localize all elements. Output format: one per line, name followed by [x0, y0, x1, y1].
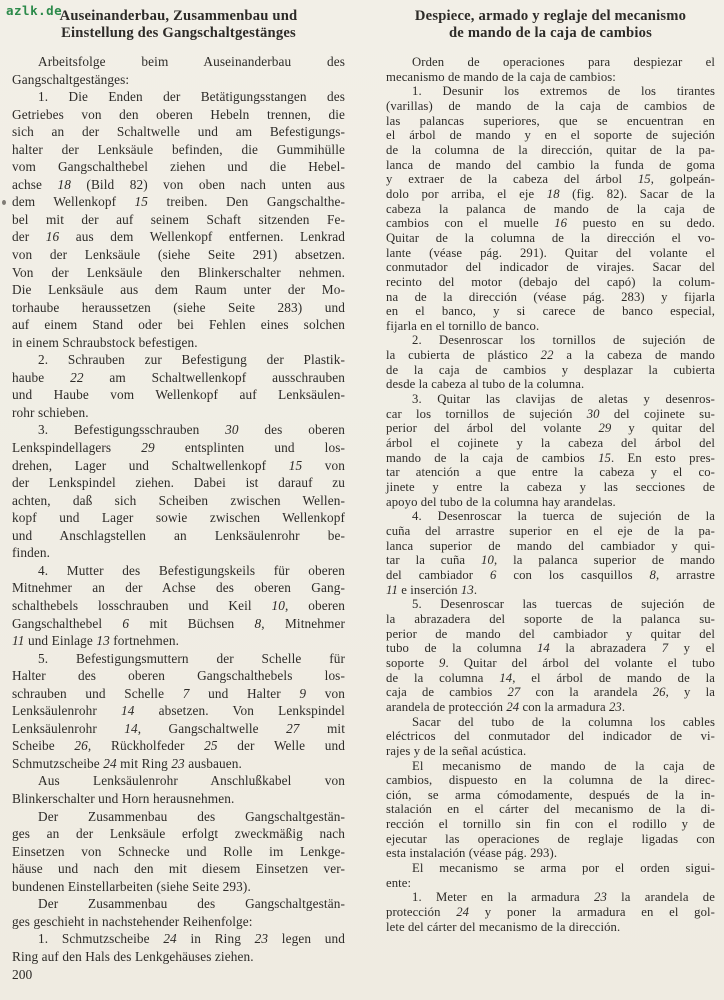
text-line: ges geschieht in nachstehender Reihenfolge: [12, 913, 253, 929]
text-line: dem Wellenkopf 15 treiben. Den Gangschalthe- [12, 194, 345, 210]
text-line: conmutador del indicador de virajes. Sacar del [386, 260, 715, 275]
german-body [12, 53, 345, 965]
text-line: Quitar de la columna de la dirección el vo- [386, 230, 715, 245]
text-line: rohr schieben. [12, 404, 89, 420]
text-line: cuña del arrastre superior en el eje de la pa- [386, 524, 715, 538]
heading-line: Despiece, armado y reglaje del mecanismo [414, 8, 687, 24]
text-line: del cambiador 6 con los casquillos 8, arrastre [386, 567, 715, 582]
text-line: 5. Desenroscar las tuercas de sujeción de [412, 597, 715, 612]
text-line: ejecutar las operaciones de reglaje ligadas con [386, 831, 715, 846]
text-line: protección 24 y poner la armadura en el gol- [386, 905, 715, 920]
text-line: bel mit der auf seinem Schaft sitzenden Fe- [12, 211, 345, 227]
text-line: lante (véase pág. 291). Quitar del volante el [386, 245, 715, 260]
text-line: esta instalación (véase pág. 293). [386, 846, 558, 861]
text-line: Sacar del tubo de la columna los cables [412, 714, 715, 729]
text-line: ción, se arma cómodamente, después de la in- [386, 787, 715, 802]
text-line: stalación en el cárter del mecanismo de la di- [386, 802, 715, 817]
text-line: el árbol de mando y en el soporte de sujeción [386, 128, 715, 143]
text-line: cambios con el muelle 16 puesto en su dedo. [386, 216, 715, 231]
text-line: von der Lenksäule (siehe Seite 291) absetzen. [12, 247, 345, 263]
text-line: bundenen Einstellarbeiten (siehe Seite 293). [12, 878, 251, 894]
text-line: soporte 9. Quitar del árbol del volante el tubo [386, 655, 715, 670]
text-line: mecanismo de mando de la caja de cambios: [386, 69, 616, 84]
scan-speck-artifact [2, 200, 6, 205]
text-line: haube 22 am Schaltwellenkopf ausschrauben [12, 369, 345, 385]
text-line: schalthebels losschrauben und Keil 10, oberen [12, 597, 345, 613]
text-line: Arbeitsfolge beim Auseinanderbau des [38, 54, 345, 69]
text-line: in einem Schraubstock befestigen. [12, 334, 198, 350]
text-line: na de la dirección (véase pág. 283) y fijarla [386, 289, 715, 304]
text-line: cabeza la palanca de mando de la caja de [386, 201, 715, 216]
text-line: drehen, Lager und Schaltwellenkopf 15 von [12, 457, 345, 473]
text-line: 3. Befestigungsschrauben 30 des oberen [38, 422, 345, 438]
text-line: mando de la caja de cambios 15. En esto pres- [386, 450, 715, 465]
text-line: Lenkspindellagers 29 entsplinten und los- [12, 440, 345, 456]
text-line: 5. Befestigungsmuttern der Schelle für [38, 650, 345, 666]
text-line: de la caja de cambios y desplazar la cubierta [386, 362, 715, 377]
text-line: 1. Die Enden der Betätigungsstangen des [38, 89, 345, 105]
text-line: Aus Lenksäulenrohr Anschlußkabel von [38, 773, 345, 789]
text-line: 2. Desenroscar los tornillos de sujeción de [412, 333, 715, 348]
text-line: tubo de la columna 14 la abrazadera 7 y el [386, 641, 715, 656]
text-line: lanca superior de mando del cambiador y qui- [386, 538, 715, 553]
text-line: Einsetzen von Schnecke und Rolle im Lenkge- [12, 843, 345, 859]
page-number: 200 [12, 967, 33, 982]
heading-line: Einstellung des Gangschaltgestänges [61, 25, 296, 41]
text-line: apoyo del tubo de la columna hay arandelas. [386, 494, 616, 509]
text-line: rección el tornillo sin fin con el rodillo y de [386, 817, 715, 832]
text-line: jinete y entre la cabeza y las secciones de [386, 480, 715, 495]
text-line: El mecanismo se arma por el orden sigui- [412, 861, 715, 876]
text-line: Lenksäulenrohr 14 absetzen. Von Lenkspindel [12, 703, 345, 719]
column-spanish [386, 8, 715, 934]
text-line: auf einem Stand oder bei Fehlen eines solchen [12, 317, 345, 333]
text-line: häuse und nach den mit diesem Einsetzen ver- [12, 861, 345, 877]
text-line: halter der Lenksäule befinden, die Gummihülle [12, 141, 345, 157]
text-line: ges an der Lenksäule erfolgt zweckmäßig nach [12, 826, 345, 842]
text-line: Mitnehmer an der Achse des oberen Gang- [12, 580, 345, 596]
text-line: achse 18 (Bild 82) von oben nach unten aus [12, 176, 346, 192]
text-line: cambios, dispuesto en la columna de la direc- [386, 773, 715, 788]
text-line: achten, daß sich Scheiben zwischen Wellen- [12, 492, 345, 508]
text-line: Schmutzscheibe 24 mit Ring 23 ausbauen. [12, 755, 242, 771]
text-line: Orden de operaciones para despiezar el [412, 55, 715, 69]
text-line: desde la cabeza al tubo de la columna. [386, 377, 585, 392]
text-line: (varillas) de mando de la caja de cambios de [386, 98, 715, 113]
text-line: Gangschalthebel 6 mit Büchsen 8, Mitnehmer [12, 615, 345, 631]
text-line: car los tornillos de sujeción 30 del cojinete su- [386, 406, 715, 421]
text-line: arandela de protección 24 con la armadura 23. [386, 699, 626, 714]
text-line: vom Gangschalthebel ziehen und die Hebel- [12, 159, 345, 175]
text-line: eléctricos del conmutador del indicador de vi- [386, 729, 715, 744]
text-line: 1. Schmutzscheibe 24 in Ring 23 legen und [38, 931, 346, 947]
text-line: y extraer de la cabeza del árbol 15, golpeán- [386, 172, 715, 187]
text-line: 11 e inserción 13. [386, 582, 478, 597]
text-line: schrauben und Schelle 7 und Halter 9 von [12, 685, 345, 701]
text-line: 4. Desenroscar la tuerca de sujeción de la [412, 509, 715, 524]
text-line: Der Zusammenbau des Gangschaltgestän- [38, 808, 345, 824]
text-line: lanca de mando del cambio la funda de goma [386, 157, 715, 172]
text-line: Von der Lenksäule den Blinkerschalter nehmen. [12, 264, 345, 280]
text-line: perior del árbol del volante 29 y quitar del [386, 421, 715, 436]
text-line: 11 und Einlage 13 fortnehmen. [12, 633, 179, 649]
heading-line: Auseinanderbau, Zusammenbau und [59, 8, 298, 24]
text-line: recinto del motor (debajo del capó) la colum- [386, 274, 715, 289]
text-line: árbol el cojinete y la cabeza del árbol del [386, 436, 715, 451]
spanish-heading [386, 8, 715, 42]
watermark-text: azlk.de [6, 3, 63, 18]
text-line: und Anschlagstellen an Lenksäulenrohr be- [12, 527, 345, 543]
text-line: tar la cuña 10, la palanca superior de mando [386, 553, 715, 568]
text-line: 2. Schrauben zur Befestigung der Plastik- [38, 352, 345, 368]
text-line: und Haube vom Wellenkopf auf Lenksäulen- [12, 387, 345, 403]
text-line: der Lenkspindel ziehen. Dabei ist darauf zu [12, 475, 345, 491]
text-line: tar atención a que entre la cabeza y el co- [386, 465, 715, 480]
text-line: Blinkerschalter und Horn herausnehmen. [12, 790, 235, 806]
text-line: la cubierta de plástico 22 a la cabeza de mando [386, 348, 715, 363]
text-line: las palancas superiores, que se encuentran en [386, 113, 715, 128]
text-line: la abrazadera del soporte de la palanca su- [386, 611, 715, 626]
text-line: Ring auf den Hals des Lenkgehäuses ziehen. [12, 948, 254, 964]
text-line: finden. [12, 545, 50, 561]
heading-line: de mando de la caja de cambios [448, 25, 652, 41]
text-line: 3. Quitar las clavijas de aletas y desenros- [412, 392, 715, 407]
text-line: rajes y de la señal acústica. [386, 743, 527, 758]
text-line: sich an der Schaltwelle und am Befestigungs- [12, 124, 345, 140]
text-line: 4. Mutter des Befestigungskeils für oberen [38, 562, 345, 578]
text-line: Halter des oberen Gangschalthebels los- [12, 668, 345, 684]
text-line: caja de cambios 27 con la arandela 26, y la [386, 685, 715, 700]
text-line: torhaube heraussetzen (siehe Seite 283) und [12, 299, 345, 315]
text-line: lete del cárter del mecanismo de la dirección. [386, 919, 621, 934]
text-line: Der Zusammenbau des Gangschaltgestän- [38, 896, 345, 912]
column-german [12, 8, 345, 965]
text-line: kopf und Lager sowie zwischen Wellenkopf [12, 510, 345, 526]
text-line: dolo por arriba, el eje 18 (fig. 82). Sacar de la [386, 186, 715, 201]
text-line: ente: [386, 875, 412, 890]
text-line: Gangschaltgestänges: [12, 71, 130, 87]
text-line: Getriebes von den oberen Hebeln trennen, die [12, 106, 345, 122]
text-line: en el banco, y si carece de banco especial, [386, 304, 715, 319]
text-line: der 16 aus dem Wellenkopf entfernen. Lenkrad [12, 229, 345, 245]
spanish-body [386, 55, 715, 934]
text-line: fijarla en el tornillo de banco. [386, 318, 540, 333]
text-line: Scheibe 26, Rückholfeder 25 der Welle und [12, 738, 346, 754]
text-line: Die Lenksäule aus dem Raum unter der Mo- [12, 282, 345, 298]
text-line: perior de mando del cambiador y quitar del [386, 626, 715, 641]
text-line: de la columna 14, el árbol de mando de la [386, 670, 715, 685]
text-line: El mecanismo de mando de la caja de [412, 758, 715, 773]
text-line: de la columna de la dirección, quitar de la pa- [386, 142, 715, 157]
text-line: Lenksäulenrohr 14, Gangschaltwelle 27 mit [12, 720, 345, 736]
text-line: 1. Desunir los extremos de los tirantes [412, 84, 715, 99]
text-line: 1. Meter en la armadura 23 la arandela de [412, 890, 715, 905]
